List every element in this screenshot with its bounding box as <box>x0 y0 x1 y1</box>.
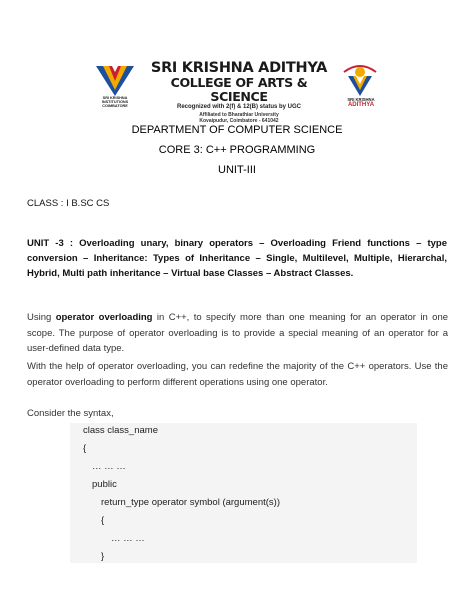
address-text: Kovaipudur, Coimbatore - 641042 <box>199 118 279 124</box>
code-line: { <box>83 443 87 454</box>
code-line: … … … <box>111 533 145 544</box>
code-line: } <box>101 551 105 562</box>
college-name-line2: COLLEGE OF ARTS & SCIENCE <box>170 75 308 104</box>
code-line: … … … <box>92 461 126 472</box>
code-line: { <box>101 515 105 526</box>
recognition-text: Recognized with 2(f) & 12(B) status by UGC <box>176 104 301 110</box>
logo-text-line: COIMBATORE <box>102 104 128 108</box>
department-title: DEPARTMENT OF COMPUTER SCIENCE <box>131 124 343 136</box>
college-name-line1: SRI KRISHNA ADITHYA <box>150 60 328 76</box>
paragraph-text: Using <box>27 312 56 323</box>
logo-text-line: SRI KRISHNA <box>347 97 375 102</box>
unit-title: UNIT-III <box>218 164 256 176</box>
code-line: return_type operator symbol (argument(s)) <box>101 497 280 508</box>
paragraph-text: in C++, to specify more than one meaning for an operator in one scope. The purpose of operator overloading is to provide a special meaning of an operator for a user-defined data type. <box>27 312 449 354</box>
code-line: class class_name <box>83 425 158 436</box>
bold-term: operator overloading <box>55 312 153 323</box>
code-block <box>70 423 417 563</box>
unit-description: UNIT -3 : Overloading unary, binary operators – Overloading Friend functions – type conversion – Inheritance: Types of Inheritance – Single, Multilevel, Multiple, Hierarchal, Hybrid, Multi path inheritance – Virtual base Classes – Abstract Classes. <box>27 238 447 280</box>
college-header <box>92 58 384 124</box>
code-line: public <box>92 479 117 490</box>
affiliation-text: Affiliated to Bharathiar University <box>199 111 279 118</box>
paragraph-syntax: Consider the syntax, <box>27 408 114 419</box>
logo-text-line: ADITHYA <box>347 102 375 108</box>
college-name-block <box>142 61 336 125</box>
paragraph-intro <box>27 310 448 357</box>
class-line: CLASS : I B.SC CS <box>27 198 110 209</box>
logo-text-line: SRI KRISHNA <box>102 96 128 100</box>
course-title: CORE 3: C++ PROGRAMMING <box>158 144 316 156</box>
logo-text-line: INSTITUTIONS <box>101 100 129 104</box>
paragraph-redefine: With the help of operator overloading, you can redefine the majority of the C++ operators. Use the operator overloading to perform different operations using one operator. <box>27 361 448 388</box>
